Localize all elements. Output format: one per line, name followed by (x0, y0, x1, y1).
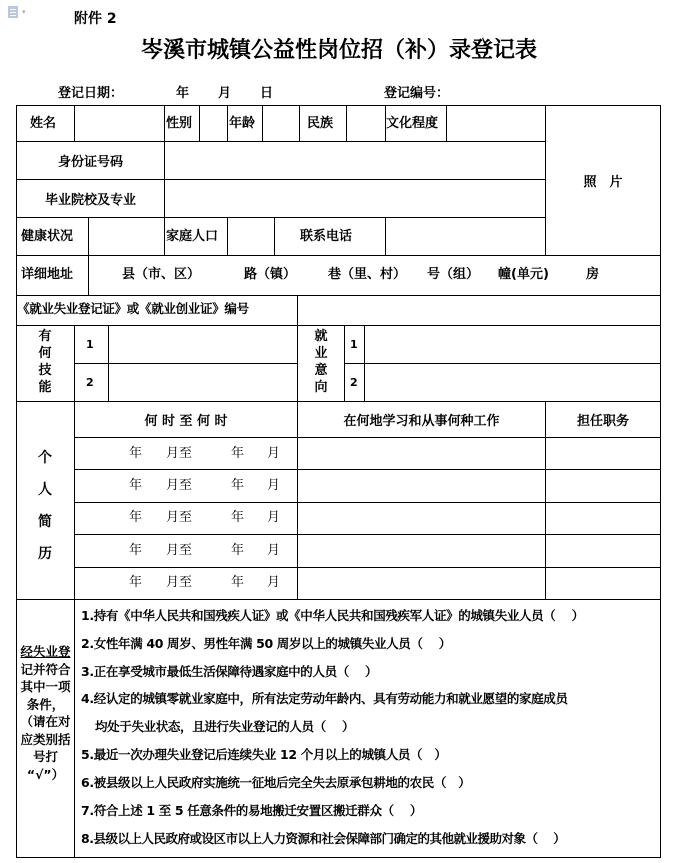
condition-item-4[interactable]: 4.经认定的城镇零就业家庭中，所有法定劳动年龄内、具有劳动能力和就业愿望的家庭成员 (81, 691, 568, 706)
start-year-label: 年 (129, 510, 143, 525)
reg-month-label: 月 (218, 86, 232, 101)
start-year-label: 年 (129, 575, 143, 590)
resume-label: 个人简历 (38, 450, 52, 562)
skill-1-field[interactable] (109, 326, 297, 363)
intention-1-field[interactable] (365, 326, 660, 363)
condition-item-6[interactable]: 6.被县级以上人民政府实施统一征地后完全失去原承包耕地的农民（ ） (81, 775, 471, 790)
start-month-label: 月至 (166, 543, 193, 558)
ethnicity-field[interactable] (347, 106, 385, 141)
address-number: 号（组） (427, 267, 480, 282)
end-year-label: 年 (231, 543, 245, 558)
gender-field[interactable] (200, 106, 227, 141)
end-year-label: 年 (231, 478, 245, 493)
reg-number-label: 登记编号： (384, 86, 450, 101)
conditions-label-line: 应类别括 (20, 731, 71, 747)
id-number-field[interactable] (165, 142, 545, 179)
condition-item-2[interactable]: 2.女性年满 40 周岁、男性年满 50 周岁以上的城镇失业人员（ ） (81, 636, 451, 651)
conditions-label-line: 经失业登 (20, 644, 71, 659)
skills-label: 有何技能 (38, 329, 52, 395)
intention-label: 就业意向 (314, 329, 328, 395)
id-number-label: 身份证号码 (57, 155, 123, 170)
resume-col-period: 何 时 至 何 时 (144, 414, 228, 429)
skill-1-number: 1 (86, 338, 94, 351)
family-size-field[interactable] (228, 218, 274, 255)
attachment-label: 附件 2 (74, 11, 117, 27)
conditions-label-line: 其中一项 (20, 679, 71, 694)
address-room: 房 (586, 267, 600, 282)
end-month-label: 月 (267, 478, 281, 493)
age-field[interactable] (263, 106, 299, 141)
intention-2-field[interactable] (365, 364, 660, 401)
cert-number-label: 《就业失业登记证》或《就业创业证》编号 (17, 301, 249, 316)
cert-number-field[interactable] (298, 296, 660, 325)
start-month-label: 月至 (166, 478, 193, 493)
phone-label: 联系电话 (300, 229, 353, 244)
end-year-label: 年 (231, 510, 245, 525)
dropdown-caret-icon[interactable]: ▾ (22, 8, 26, 16)
health-label: 健康状况 (21, 229, 74, 244)
school-major-label: 毕业院校及专业 (44, 193, 136, 208)
condition-item-1[interactable]: 1.持有《中华人民共和国残疾人证》或《中华人民共和国残疾军人证》的城镇失业人员（ ） (81, 608, 584, 623)
address-road: 路（镇） (244, 267, 297, 282)
family-size-label: 家庭人口 (166, 229, 219, 244)
start-month-label: 月至 (166, 575, 193, 590)
work-field[interactable] (298, 568, 545, 599)
name-field[interactable] (75, 106, 164, 141)
work-field[interactable] (298, 438, 545, 469)
conditions-label-line: （请在对 (20, 714, 71, 729)
health-field[interactable] (89, 218, 164, 255)
address-county: 县（市、区） (122, 267, 201, 282)
conditions-label (17, 643, 74, 783)
gender-label: 性别 (166, 116, 193, 131)
page-title: 岑溪市城镇公益性岗位招（补）录登记表 (140, 38, 537, 63)
position-field[interactable] (546, 568, 660, 599)
conditions-label-line: 号打 (32, 749, 58, 764)
intention-2-number: 2 (350, 376, 358, 389)
work-field[interactable] (298, 535, 545, 567)
name-label: 姓名 (30, 116, 57, 131)
end-year-label: 年 (231, 575, 245, 590)
phone-field[interactable] (386, 218, 545, 255)
reg-date-label: 登记日期： (58, 86, 124, 101)
education-field[interactable] (447, 106, 545, 141)
condition-item-3[interactable]: 3.正在享受城市最低生活保障待遇家庭中的人员（ ） (81, 664, 378, 679)
start-year-label: 年 (129, 446, 143, 461)
end-month-label: 月 (267, 575, 281, 590)
start-month-label: 月至 (166, 510, 193, 525)
address-lane: 巷（里、村） (328, 267, 407, 282)
work-field[interactable] (298, 503, 545, 534)
position-field[interactable] (546, 438, 660, 469)
end-year-label: 年 (231, 446, 245, 461)
end-month-label: 月 (267, 446, 281, 461)
conditions-label-line: “√”） (26, 766, 65, 782)
ethnicity-label: 民族 (307, 116, 334, 131)
position-field[interactable] (546, 503, 660, 534)
position-field[interactable] (546, 535, 660, 567)
start-year-label: 年 (129, 543, 143, 558)
conditions-label-line: 条件， (26, 696, 65, 712)
school-major-field[interactable] (165, 180, 545, 217)
skill-2-field[interactable] (109, 364, 297, 401)
condition-item-7[interactable]: 7.符合上述 1 至 5 任意条件的易地搬迁安置区搬迁群众（ ） (81, 803, 423, 818)
education-label: 文化程度 (386, 116, 439, 131)
condition-item-4-cont[interactable]: 均处于失业状态，且进行失业登记的人员（ ） (95, 719, 355, 734)
conditions-label-line: 记并符合 (20, 661, 71, 677)
end-month-label: 月 (267, 543, 281, 558)
reg-year-label: 年 (176, 86, 190, 101)
start-year-label: 年 (129, 478, 143, 493)
resume-col-work: 在何地学习和从事何种工作 (343, 414, 500, 429)
condition-item-8[interactable]: 8.县级以上人民政府或设区市以上人力资源和社会保障部门确定的其他就业援助对象（ ） (81, 831, 566, 846)
photo-label: 照 片 (583, 175, 623, 190)
start-month-label: 月至 (166, 446, 193, 461)
address-unit: 幢(单元) (498, 267, 549, 282)
photo-box[interactable] (546, 106, 660, 255)
end-month-label: 月 (267, 510, 281, 525)
intention-1-number: 1 (350, 338, 358, 351)
address-label: 详细地址 (21, 267, 74, 282)
reg-day-label: 日 (260, 86, 274, 101)
skill-2-number: 2 (86, 376, 94, 389)
position-field[interactable] (546, 470, 660, 502)
age-label: 年龄 (229, 116, 256, 131)
resume-col-position: 担任职务 (576, 414, 629, 429)
document-icon[interactable] (8, 6, 18, 18)
condition-item-5[interactable]: 5.最近一次办理失业登记后连续失业 12 个月以上的城镇人员（ ） (81, 747, 447, 762)
work-field[interactable] (298, 470, 545, 502)
